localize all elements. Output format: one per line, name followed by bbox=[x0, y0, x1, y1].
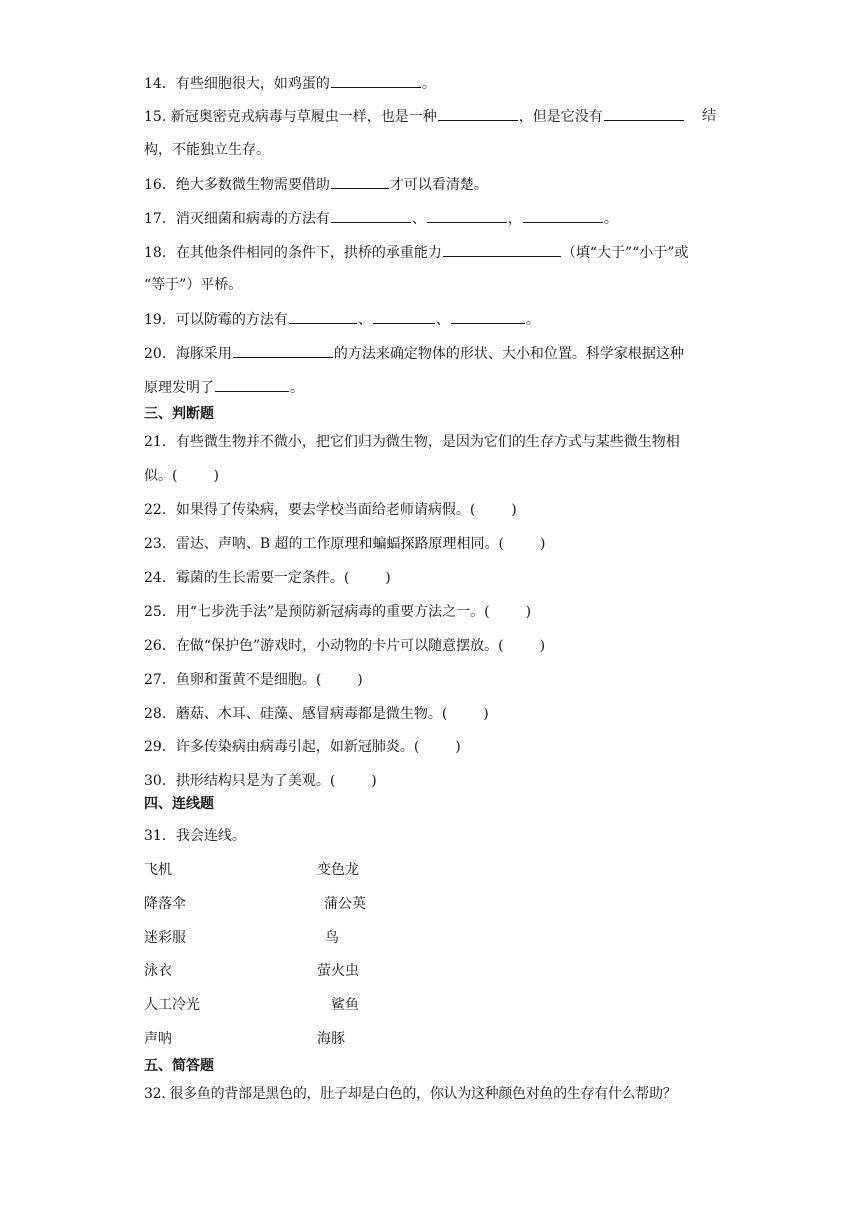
question-text: （填“大于”“小于”或 bbox=[561, 245, 689, 261]
question-25 bbox=[144, 602, 531, 622]
question-text: 21．有些微生物并不微小，把它们归为微生物，是因为它们的生存方式与某些微生物相 bbox=[144, 434, 680, 450]
question-32: 32. 很多鱼的背部是黑色的，肚子却是白色的，你认为这种颜色对鱼的生存有什么帮助？ bbox=[144, 1086, 677, 1102]
paren-close: ) bbox=[385, 570, 391, 586]
question-text: 18．在其他条件相同的条件下，拱桥的承重能力 bbox=[144, 245, 442, 261]
question-24 bbox=[144, 568, 391, 588]
question-text: 23．雷达、声呐、B 超的工作原理和蝙蝠探路原理相同。( bbox=[144, 536, 505, 552]
question-text: 20．海豚采用 bbox=[144, 346, 232, 362]
answer-blank[interactable] bbox=[427, 208, 507, 223]
question-text: 28．蘑菇、木耳、硅藻、感冒病毒都是微生物。( bbox=[144, 706, 448, 722]
question-text: 。 bbox=[603, 211, 618, 227]
paren-close: ) bbox=[455, 739, 461, 755]
question-text: “等于”）平桥。 bbox=[144, 277, 243, 293]
question-text: 原理发明了 bbox=[144, 380, 214, 396]
question-text: 、 bbox=[435, 312, 450, 328]
question-27 bbox=[144, 670, 363, 690]
answer-blank[interactable] bbox=[604, 106, 684, 121]
question-20-cont bbox=[144, 377, 304, 398]
paren-close: ) bbox=[539, 638, 546, 654]
question-18-cont bbox=[144, 275, 242, 295]
section-heading-matching: 四、连线题 bbox=[144, 796, 214, 812]
paren-close: ) bbox=[525, 604, 532, 620]
paren-close: ) bbox=[540, 536, 546, 552]
question-29 bbox=[144, 737, 461, 757]
question-15-cont bbox=[144, 140, 270, 160]
question-text: 结 bbox=[702, 108, 716, 124]
answer-blank[interactable] bbox=[443, 242, 561, 257]
question-16 bbox=[144, 174, 488, 195]
match-right-item[interactable]: 鲨鱼 bbox=[331, 997, 359, 1013]
question-20 bbox=[144, 343, 684, 364]
answer-blank[interactable] bbox=[233, 343, 333, 358]
question-26 bbox=[144, 636, 545, 656]
match-right-item[interactable]: 萤火虫 bbox=[317, 963, 359, 979]
match-left-item[interactable]: 声呐 bbox=[144, 1031, 172, 1047]
question-text: 22．如果得了传染病，要去学校当面给老师请病假。( bbox=[144, 502, 476, 518]
match-right-item[interactable]: 鸟 bbox=[325, 930, 339, 946]
question-text: 25．用“七步洗手法”是预防新冠病毒的重要方法之一。( bbox=[144, 604, 490, 620]
paren-close: ) bbox=[483, 706, 489, 722]
question-28 bbox=[144, 704, 489, 724]
answer-blank[interactable] bbox=[438, 106, 518, 121]
question-text: 17．消灭细菌和病毒的方法有 bbox=[144, 211, 330, 227]
paren-close: ) bbox=[213, 468, 219, 484]
question-21-cont bbox=[144, 466, 219, 486]
answer-blank[interactable] bbox=[215, 377, 289, 392]
question-text: 30．拱形结构只是为了美观。( bbox=[144, 773, 336, 789]
question-text: 16．绝大多数微生物需要借助 bbox=[144, 177, 330, 193]
question-21 bbox=[144, 432, 680, 452]
question-15 bbox=[144, 106, 716, 127]
match-left-item[interactable]: 泳衣 bbox=[144, 963, 172, 979]
section-heading-judgement: 三、判断题 bbox=[144, 406, 214, 422]
question-text: 29．许多传染病由病毒引起，如新冠肺炎。( bbox=[144, 739, 420, 755]
question-22 bbox=[144, 500, 517, 520]
section-heading-short-answer: 五、简答题 bbox=[144, 1058, 214, 1074]
answer-blank[interactable] bbox=[451, 309, 525, 324]
answer-blank[interactable] bbox=[331, 73, 421, 88]
match-left-item[interactable]: 降落伞 bbox=[144, 896, 186, 912]
question-text: 19．可以防霉的方法有 bbox=[144, 312, 288, 328]
match-left-item[interactable]: 人工冷光 bbox=[144, 997, 200, 1013]
question-31: 31．我会连线。 bbox=[144, 828, 246, 844]
question-19 bbox=[144, 309, 540, 330]
match-right-item[interactable]: 蒲公英 bbox=[324, 896, 366, 912]
question-text: 才可以看清楚。 bbox=[389, 177, 488, 193]
match-right-item[interactable]: 海豚 bbox=[317, 1031, 345, 1047]
answer-blank[interactable] bbox=[289, 309, 357, 324]
match-left-item[interactable]: 飞机 bbox=[144, 862, 172, 878]
question-text: 27．鱼卵和蛋黄不是细胞。( bbox=[144, 672, 322, 688]
question-text: ， bbox=[507, 211, 522, 227]
question-text: 、 bbox=[357, 312, 372, 328]
question-text: 、 bbox=[411, 211, 426, 227]
question-text: 构，不能独立生存。 bbox=[144, 142, 270, 158]
question-17 bbox=[144, 208, 618, 229]
question-23 bbox=[144, 534, 545, 554]
question-18 bbox=[144, 242, 688, 263]
answer-blank[interactable] bbox=[373, 309, 435, 324]
question-text: 。 bbox=[525, 312, 540, 328]
paren-close: ) bbox=[371, 773, 377, 789]
question-text: 。 bbox=[421, 76, 436, 92]
answer-blank[interactable] bbox=[523, 208, 603, 223]
question-text: 14．有些细胞很大，如鸡蛋的 bbox=[144, 76, 330, 92]
question-text: 的方法来确定物体的形状、大小和位置。科学家根据这种 bbox=[333, 346, 684, 362]
match-right-item[interactable]: 变色龙 bbox=[317, 862, 359, 878]
question-text: ，但是它没有 bbox=[518, 109, 603, 125]
paren-close: ) bbox=[357, 672, 363, 688]
question-30 bbox=[144, 771, 377, 791]
match-left-item[interactable]: 迷彩服 bbox=[144, 930, 186, 946]
question-text: 26．在做“保护色”游戏时，小动物的卡片可以随意摆放。( bbox=[144, 638, 504, 654]
paren-close: ) bbox=[511, 502, 517, 518]
question-text: 。 bbox=[290, 380, 304, 396]
question-text: 15. 新冠奥密克戎病毒与草履虫一样，也是一种 bbox=[144, 109, 437, 125]
question-text: 24．霉菌的生长需要一定条件。( bbox=[144, 570, 350, 586]
question-14 bbox=[144, 73, 436, 94]
answer-blank[interactable] bbox=[331, 208, 411, 223]
question-text: 似。( bbox=[144, 468, 178, 484]
answer-blank[interactable] bbox=[331, 174, 389, 189]
